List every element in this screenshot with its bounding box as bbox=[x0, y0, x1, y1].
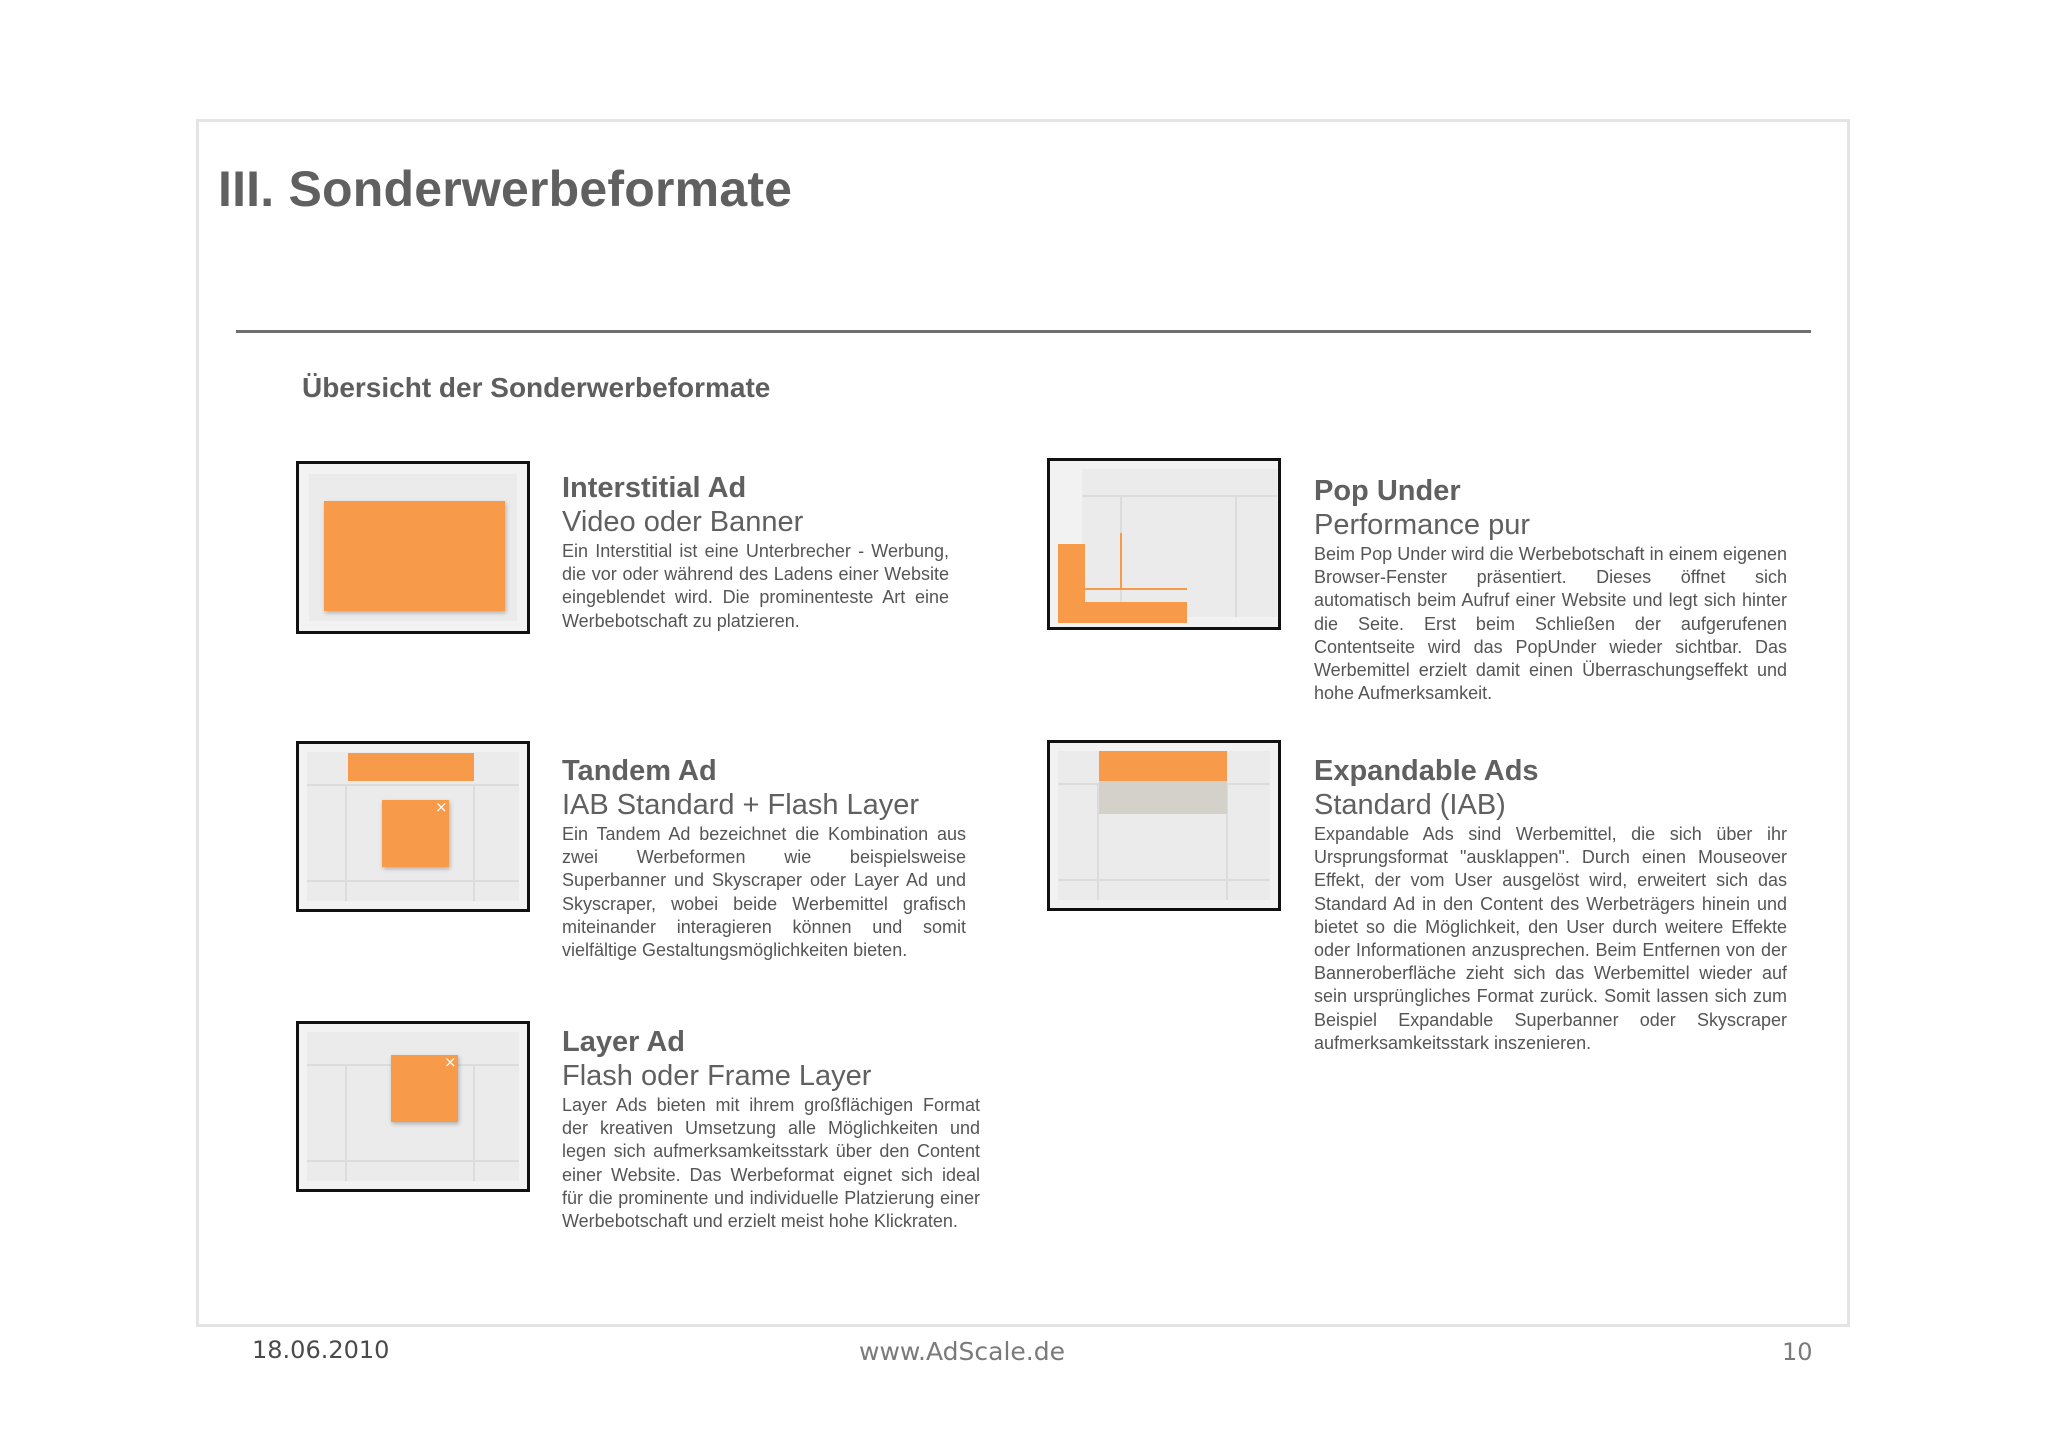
interstitial-ad-thumbnail bbox=[296, 461, 530, 634]
pop-under-thumbnail bbox=[1047, 458, 1281, 630]
tandem-ad-thumbnail bbox=[296, 741, 530, 912]
expandable-ads-thumbnail bbox=[1047, 740, 1281, 911]
expandable-ads-title: Expandable Ads bbox=[1314, 755, 1539, 787]
pop-under-text: Beim Pop Under wird die Werbebotschaft in einem eigenen Browser-Fenster präsentiert. Dieses öffnet sich automatisch beim Aufruf einer Website und legt sich hinter die Seite. Erst beim Schließen der aufgerufenen Contentseite wird das PopUnder wieder sichtbar. Das Werbemittel erzielt damit einen Überraschungseffekt und hohe Aufmerksamkeit. bbox=[1314, 544, 1787, 704]
tandem-ad-title: Tandem Ad bbox=[562, 755, 717, 787]
expandable-ads-description bbox=[1314, 754, 1787, 1055]
expandable-ads-subtitle: Standard (IAB) bbox=[1314, 789, 1506, 821]
pop-under-description bbox=[1314, 474, 1787, 705]
tandem-ad-description bbox=[562, 754, 966, 962]
interstitial-ad-subtitle: Video oder Banner bbox=[562, 506, 804, 538]
slide-title: III. Sonderwerbeformate bbox=[218, 161, 793, 217]
expandable-ads-text: Expandable Ads sind Werbemittel, die sich über ihr Ursprungsformat "ausklappen". Durch einen Mouseover Effekt, der vom User ausgelöst wird, erweitert sich das Standard Ad in den Content des Werbeträgers hinein und bietet so die Möglichkeit, den User durch weitere Effekte oder Informationen anzusprechen. Beim Entfernen von der Banneroberfläche zieht sich das Werbemittel wieder auf sein ursprüngliches Format zurück. Somit lassen sich zum Beispiel Expandable Superbanner oder Skyscraper aufmerksamkeitsstark inszenieren. bbox=[1314, 824, 1787, 1053]
close-icon: × bbox=[444, 1053, 457, 1071]
close-icon: × bbox=[435, 798, 448, 816]
title-divider bbox=[236, 330, 1811, 333]
interstitial-ad-description bbox=[562, 471, 949, 633]
pop-under-subtitle: Performance pur bbox=[1314, 509, 1530, 541]
tandem-ad-subtitle: IAB Standard + Flash Layer bbox=[562, 789, 920, 821]
layer-ad-text: Layer Ads bieten mit ihrem großflächigen Format der kreativen Umsetzung alle Möglichkeiten und legen sich aufmerksamkeitsstark über den Content einer Website. Das Werbeformat eignet sich ideal für die prominente und individuelle Platzierung einer Werbebotschaft und erzielt meist hohe Klickraten. bbox=[562, 1095, 980, 1232]
overview-heading: Übersicht der Sonderwerbeformate bbox=[302, 372, 771, 403]
expandable-expanded-area bbox=[1099, 781, 1227, 814]
pop-under-title: Pop Under bbox=[1314, 475, 1461, 507]
interstitial-ad-title: Interstitial Ad bbox=[562, 472, 747, 504]
layer-ad-description bbox=[562, 1025, 980, 1233]
layer-ad-title: Layer Ad bbox=[562, 1026, 686, 1058]
expandable-banner bbox=[1099, 751, 1227, 781]
footer-date: 18.06.2010 bbox=[252, 1336, 390, 1364]
tandem-ad-text: Ein Tandem Ad bezeichnet die Kombination aus zwei Werbeformen wie beispielsweise Superbanner und Skyscraper oder Layer Ad und Skyscraper, wobei beide Werbemittel grafisch miteinander interagieren können und somit vielfältige Gestaltungsmöglichkeiten bieten. bbox=[562, 824, 966, 961]
page-number: 10 bbox=[1782, 1338, 1813, 1366]
interstitial-ad-banner bbox=[324, 501, 505, 611]
tandem-superbanner bbox=[348, 753, 474, 781]
layer-ad-thumbnail bbox=[296, 1021, 530, 1192]
pop-under-window-bottom bbox=[1058, 602, 1187, 623]
footer-url: www.AdScale.de bbox=[859, 1337, 1065, 1366]
layer-ad-subtitle: Flash oder Frame Layer bbox=[562, 1060, 872, 1092]
interstitial-ad-text: Ein Interstitial ist eine Unterbrecher - Werbung, die vor oder während des Ladens einer Website eingeblendet wird. Die prominenteste Art eine Werbebotschaft zu platzieren. bbox=[562, 541, 949, 631]
